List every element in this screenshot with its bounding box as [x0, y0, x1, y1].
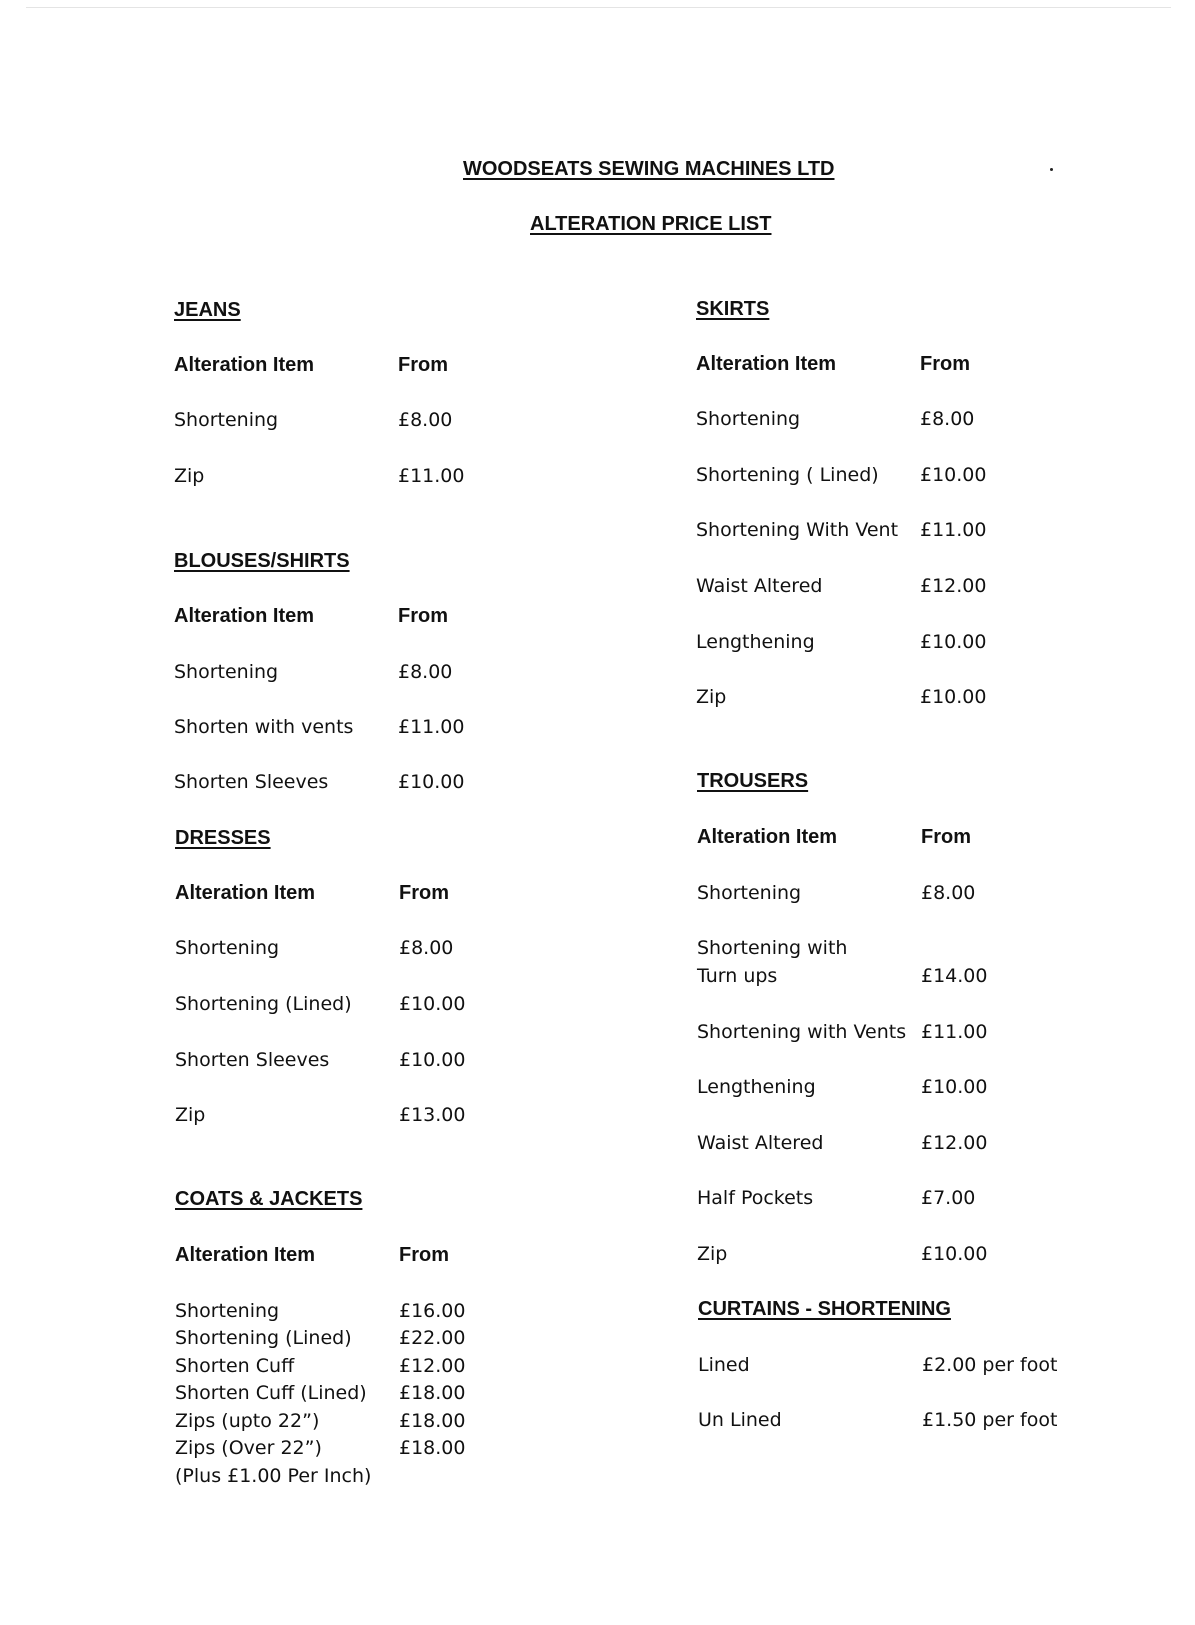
- coats-item-name: Shorten Cuff: [175, 1355, 295, 1377]
- trousers-item-price: £8.00: [921, 882, 976, 904]
- skirts-item-name: Shortening ( Lined): [696, 464, 879, 486]
- trousers-col-price-header: From: [921, 826, 971, 848]
- coats-item-price: £12.00: [399, 1355, 466, 1377]
- jeans-item-price: £8.00: [398, 409, 453, 431]
- trousers-item-name-line2: Turn ups: [697, 965, 778, 987]
- coats-col-price-header: From: [399, 1244, 449, 1266]
- dresses-item-name: Zip: [175, 1104, 206, 1126]
- coats-item-price: £22.00: [399, 1327, 466, 1349]
- trousers-item-name: Waist Altered: [697, 1132, 824, 1154]
- coats-item-name: Shorten Cuff (Lined): [175, 1382, 367, 1404]
- scan-edge-line: [26, 7, 1171, 8]
- coats-item-name: Shortening: [175, 1300, 280, 1322]
- section-heading-blouses-shirts: BLOUSES/SHIRTS: [174, 550, 350, 572]
- section-heading-trousers: TROUSERS: [697, 770, 809, 792]
- skirts-col-price-header: From: [920, 353, 970, 375]
- curtains-item-name: Un Lined: [698, 1409, 782, 1431]
- blouses-item-price: £10.00: [398, 771, 465, 793]
- skirts-item-price: £12.00: [920, 575, 987, 597]
- blouses-item-name: Shorten with vents: [174, 716, 354, 738]
- trousers-item-name: Half Pockets: [697, 1187, 814, 1209]
- curtains-item-price: £1.50 per foot: [922, 1409, 1058, 1431]
- trousers-item-name-line1: Shortening with: [697, 937, 848, 959]
- blouses-item-price: £11.00: [398, 716, 465, 738]
- jeans-item-name: Shortening: [174, 409, 279, 431]
- coats-item-price: £18.00: [399, 1410, 466, 1432]
- skirts-item-price: £10.00: [920, 686, 987, 708]
- trousers-item-name: Shortening with Vents: [697, 1021, 907, 1043]
- trousers-item-price: £14.00: [921, 965, 988, 987]
- trousers-item-price: £11.00: [921, 1021, 988, 1043]
- page-title: ALTERATION PRICE LIST: [530, 213, 772, 235]
- dresses-item-name: Shortening: [175, 937, 280, 959]
- dresses-item-name: Shorten Sleeves: [175, 1049, 330, 1071]
- skirts-item-name: Zip: [696, 686, 727, 708]
- dresses-item-price: £10.00: [399, 1049, 466, 1071]
- dresses-item-price: £13.00: [399, 1104, 466, 1126]
- skirts-item-name: Waist Altered: [696, 575, 823, 597]
- blouses-item-name: Shortening: [174, 661, 279, 683]
- speck-mark: [1050, 168, 1053, 171]
- jeans-col-item-header: Alteration Item: [174, 354, 315, 376]
- dresses-col-price-header: From: [399, 882, 449, 904]
- skirts-item-price: £10.00: [920, 464, 987, 486]
- skirts-item-price: £8.00: [920, 408, 975, 430]
- blouses-item-name: Shorten Sleeves: [174, 771, 329, 793]
- jeans-col-price-header: From: [398, 354, 448, 376]
- trousers-item-price: £10.00: [921, 1243, 988, 1265]
- skirts-item-name: Shortening: [696, 408, 801, 430]
- trousers-item-name: Zip: [697, 1243, 728, 1265]
- section-heading-dresses: DRESSES: [175, 827, 271, 849]
- dresses-item-name: Shortening (Lined): [175, 993, 352, 1015]
- jeans-item-price: £11.00: [398, 465, 465, 487]
- skirts-item-price: £10.00: [920, 631, 987, 653]
- trousers-col-item-header: Alteration Item: [697, 826, 838, 848]
- coats-item-name: Zips (Over 22”): [175, 1437, 322, 1459]
- coats-item-price: £16.00: [399, 1300, 466, 1322]
- skirts-col-item-header: Alteration Item: [696, 353, 837, 375]
- dresses-col-item-header: Alteration Item: [175, 882, 316, 904]
- skirts-item-name: Shortening With Vent: [696, 519, 899, 541]
- dresses-item-price: £10.00: [399, 993, 466, 1015]
- trousers-item-price: £10.00: [921, 1076, 988, 1098]
- trousers-item-name: Lengthening: [697, 1076, 816, 1098]
- section-heading-skirts: SKIRTS: [696, 298, 770, 320]
- jeans-item-name: Zip: [174, 465, 205, 487]
- blouses-col-item-header: Alteration Item: [174, 605, 315, 627]
- coats-item-price: £18.00: [399, 1382, 466, 1404]
- curtains-item-name: Lined: [698, 1354, 750, 1376]
- skirts-item-name: Lengthening: [696, 631, 815, 653]
- trousers-item-price: £7.00: [921, 1187, 976, 1209]
- trousers-item-price: £12.00: [921, 1132, 988, 1154]
- curtains-item-price: £2.00 per foot: [922, 1354, 1058, 1376]
- coats-note: (Plus £1.00 Per Inch): [175, 1465, 372, 1487]
- coats-item-price: £18.00: [399, 1437, 466, 1459]
- company-title: WOODSEATS SEWING MACHINES LTD: [463, 158, 835, 180]
- blouses-item-price: £8.00: [398, 661, 453, 683]
- skirts-item-price: £11.00: [920, 519, 987, 541]
- blouses-col-price-header: From: [398, 605, 448, 627]
- section-heading-jeans: JEANS: [174, 299, 241, 321]
- coats-col-item-header: Alteration Item: [175, 1244, 316, 1266]
- trousers-item-name: Shortening: [697, 882, 802, 904]
- coats-item-name: Shortening (Lined): [175, 1327, 352, 1349]
- dresses-item-price: £8.00: [399, 937, 454, 959]
- section-heading-curtains-shortening: CURTAINS - SHORTENING: [698, 1298, 951, 1320]
- coats-item-name: Zips (upto 22”): [175, 1410, 320, 1432]
- section-heading-coats-jackets: COATS & JACKETS: [175, 1188, 363, 1210]
